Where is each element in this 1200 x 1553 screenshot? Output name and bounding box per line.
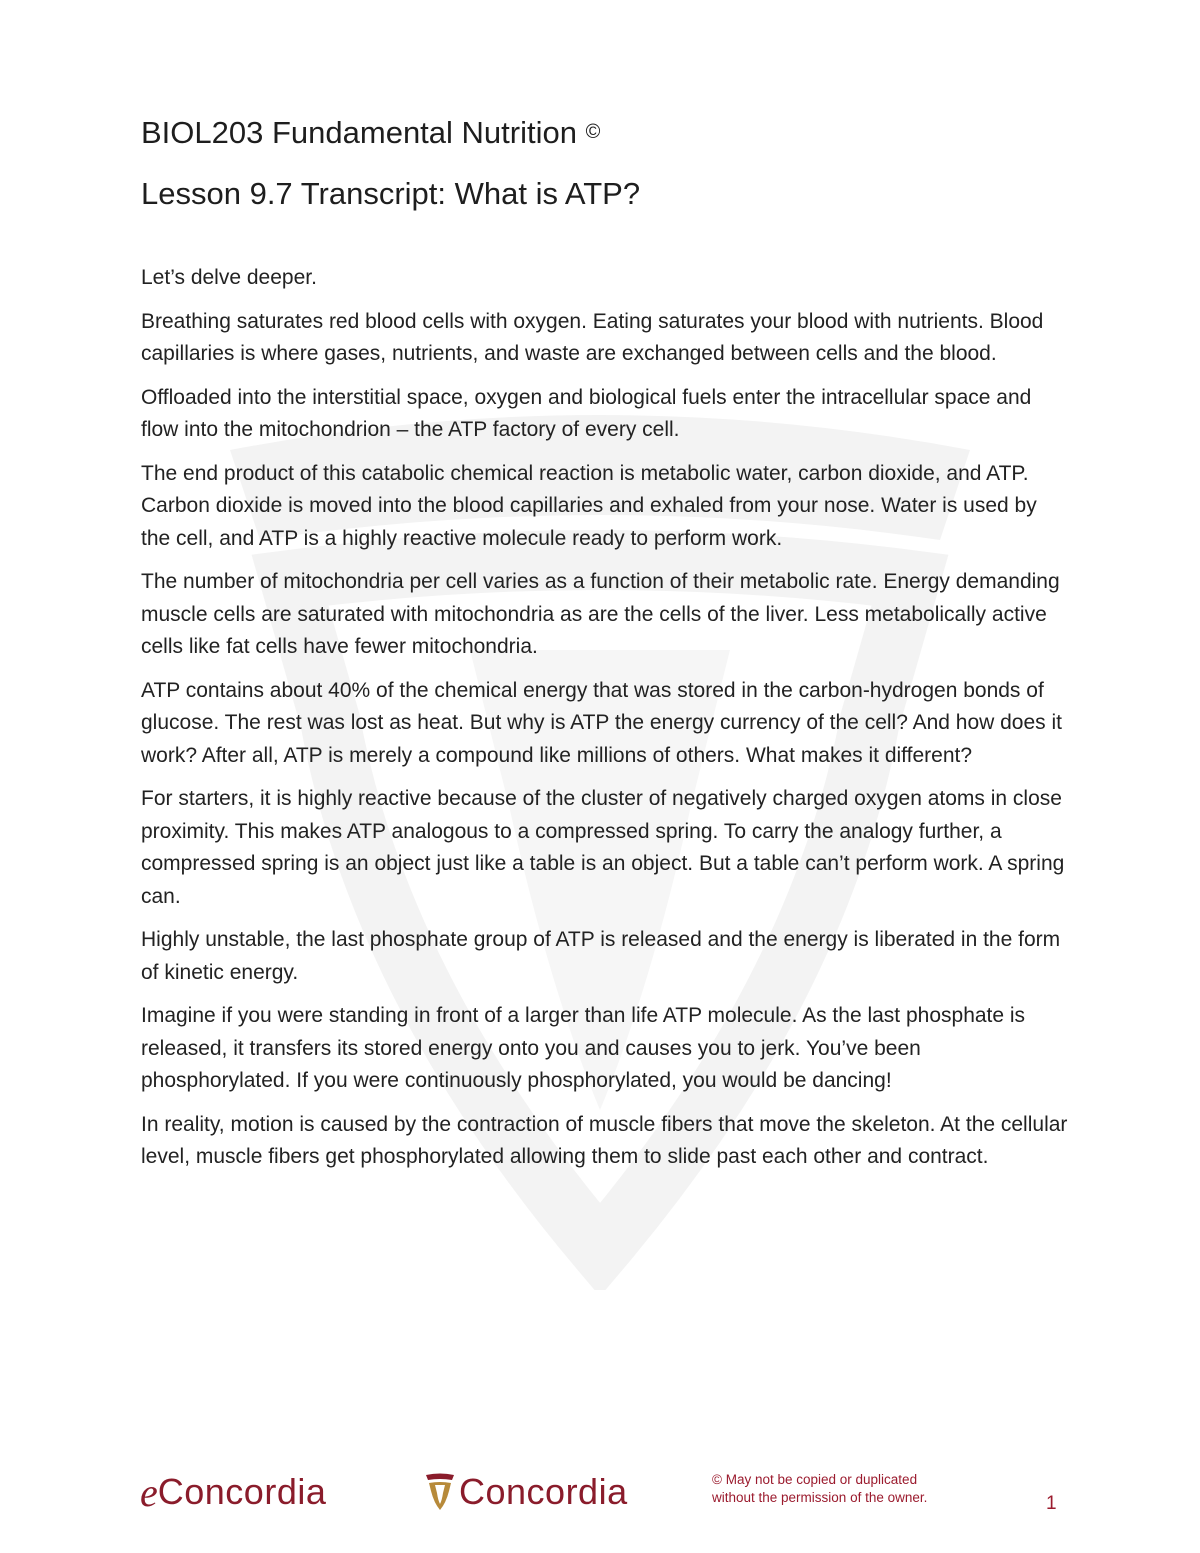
paragraph: ATP contains about 40% of the chemical energy that was stored in the carbon-hydrogen bonds of glucose. The rest was lost as heat. But why is ATP the energy currency of the cell? And how does it work? After all, ATP is merely a compound like millions of others. What makes it different? [141, 678, 1062, 767]
copyright-line: without the permission of the owner. [712, 1490, 928, 1505]
document-body [141, 108, 1071, 1185]
concordia-logo-word: Concordia [459, 1471, 628, 1512]
paragraph: Let’s delve deeper. [141, 266, 317, 289]
copyright-line: © May not be copied or duplicated [712, 1472, 918, 1487]
paragraph: In reality, motion is caused by the contraction of muscle fibers that move the skeleton. At the cellular level, muscle fibers get phosphorylated allowing them to slide past each other and contract. [141, 1112, 1068, 1168]
paragraph: Imagine if you were standing in front of a larger than life ATP molecule. As the last phosphate is released, it transfers its stored energy onto you and causes you to jerk. You’ve been phosphorylated. If you were continuously phosphorylated, you would be dancing! [141, 1004, 1026, 1092]
paragraph: Breathing saturates red blood cells with oxygen. Eating saturates your blood with nutrients. Blood capillaries is where gases, nutrients, and waste are exchanged between cells and the blood. [141, 309, 1044, 365]
lesson-title: Lesson 9.7 Transcript: What is ATP? [141, 176, 641, 211]
paragraph: The number of mitochondria per cell varies as a function of their metabolic rate. Energy demanding muscle cells are saturated with mitochondria as are the cells of the liver. Less metabolically active cells like fat cells have fewer mitochondria. [141, 570, 1060, 658]
concordia-shield-icon [425, 1473, 455, 1511]
course-title-text: BIOL203 Fundamental Nutrition [141, 115, 577, 150]
transcript-body [141, 262, 1071, 1174]
copyright-symbol: © [585, 121, 601, 143]
copyright-notice [712, 1471, 927, 1507]
paragraph: The end product of this catabolic chemical reaction is metabolic water, carbon dioxide, and ATP. Carbon dioxide is moved into the blood capillaries and exhaled from your nose. Water is used by the cell, and ATP is a highly reactive molecule ready to perform work. [141, 461, 1037, 550]
course-title [141, 108, 1071, 157]
econcordia-logo-word: Concordia [157, 1471, 327, 1512]
paragraph: For starters, it is highly reactive because of the cluster of negatively charged oxygen atoms in close proximity. This makes ATP analogous to a compressed spring. To carry the analogy further, a compressed spring is an object just like a table is an object. But a table can’t perform work. A spring can. [141, 787, 1065, 908]
econcordia-logo [140, 1467, 326, 1517]
page-footer [0, 1462, 1200, 1532]
paragraph: Highly unstable, the last phosphate group of ATP is released and the energy is liberated in the form of kinetic energy. [141, 928, 1061, 984]
concordia-logo [425, 1467, 628, 1517]
page-number: 1 [1046, 1493, 1057, 1514]
econcordia-logo-e: e [140, 1469, 158, 1515]
paragraph: Offloaded into the interstitial space, oxygen and biological fuels enter the intracellular space and flow into the mitochondrion – the ATP factory of every cell. [141, 385, 1032, 441]
